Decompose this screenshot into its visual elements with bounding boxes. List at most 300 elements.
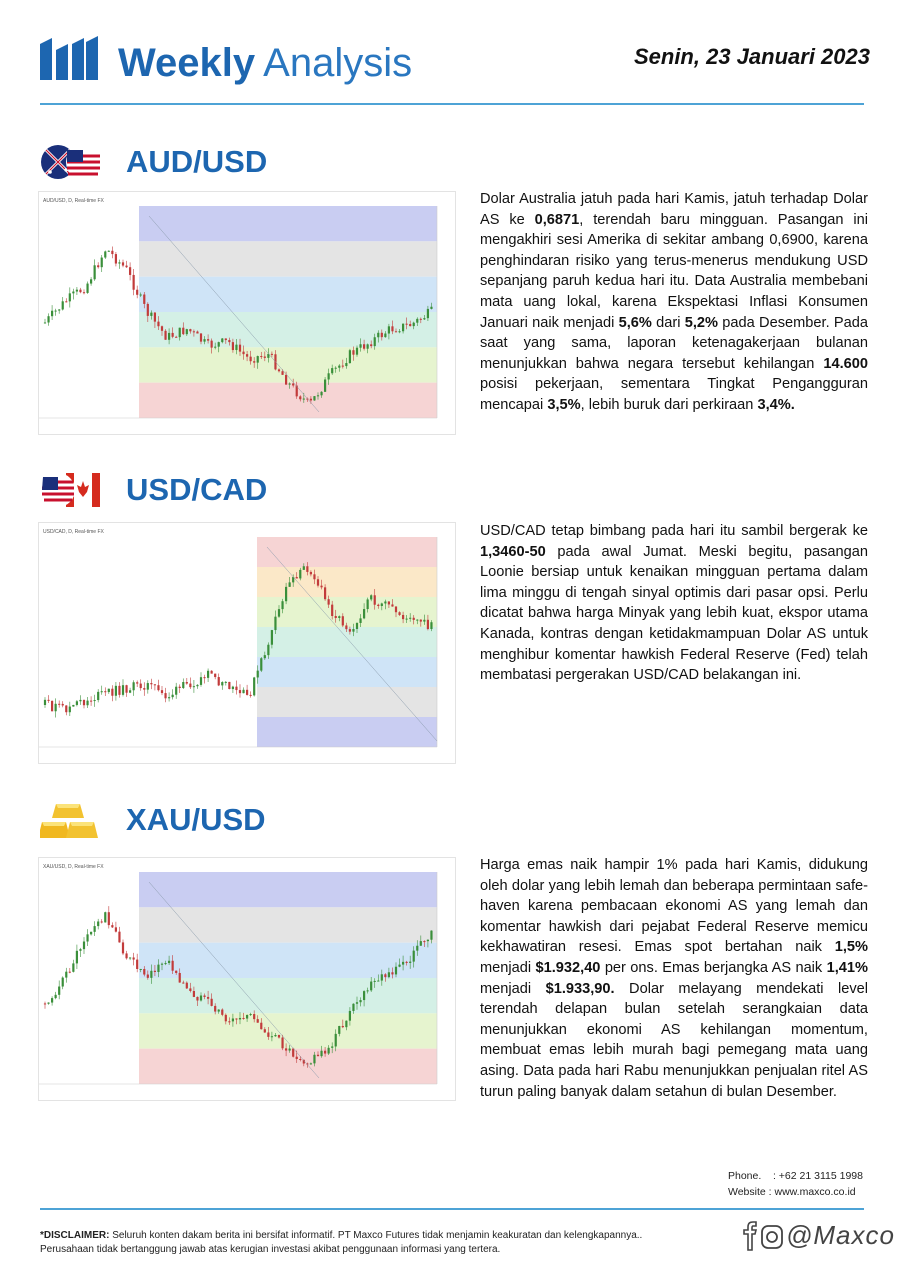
- candle-body: [72, 292, 74, 294]
- candle-body: [313, 396, 315, 400]
- pair-title: USD/CAD: [126, 472, 268, 507]
- candle-body: [335, 368, 337, 369]
- candle-body: [47, 316, 49, 322]
- fib-level-band: [257, 687, 437, 717]
- fib-level-band: [139, 206, 437, 241]
- text-run: , lebih buruk dari perkiraan: [580, 396, 758, 413]
- fib-level-band: [139, 872, 437, 907]
- fib-level-band: [139, 907, 437, 942]
- candle-body: [246, 690, 248, 695]
- candle-body: [189, 329, 191, 331]
- candle-body: [218, 342, 220, 347]
- candle-body: [381, 603, 383, 606]
- candle-body: [335, 616, 337, 618]
- candle-body: [157, 965, 159, 972]
- candle-body: [62, 301, 64, 309]
- candle-body: [406, 962, 408, 963]
- text-run: pada awal Jumat. Meski begitu, pasangan Loonie bersiap untuk kenaikan mingguan pertama dalam lima minggu di tengah sinyal optimis dari pasar opsi. Perlu dicatat bahwa harga Minyak yang lebih kuat, ekspor utama Kanada, kontras dengan ketidakmampuan Dolar AS untuk menghibur komentar hawkish Federal Reserve (Fed) telah membatasi pergerakan USD/CAD belakangan ini.: [480, 543, 868, 684]
- candle-body: [331, 605, 333, 616]
- candle-body: [101, 258, 103, 268]
- candle-body: [83, 292, 85, 293]
- text-run: per ons. Emas berjangka AS naik: [600, 959, 827, 976]
- social-footer: [734, 1218, 904, 1254]
- candle-body: [140, 684, 142, 688]
- candle-body: [150, 971, 152, 978]
- candle-body: [115, 254, 117, 263]
- candle-body: [356, 623, 358, 629]
- candle-body: [413, 951, 415, 962]
- candle-body: [118, 262, 120, 263]
- candle-body: [374, 981, 376, 982]
- candle-body: [363, 344, 365, 348]
- candle-body: [90, 932, 92, 934]
- candle-body: [104, 251, 106, 257]
- candle-body: [345, 1021, 347, 1027]
- candle-body: [398, 612, 400, 615]
- candle-body: [129, 267, 131, 275]
- candle-body: [250, 357, 252, 362]
- candle-body: [370, 595, 372, 599]
- candle-body: [83, 942, 85, 950]
- highlight-value: 5,2%: [684, 314, 719, 331]
- candle-body: [260, 1023, 262, 1030]
- candle-body: [299, 396, 301, 399]
- candle-body: [94, 265, 96, 279]
- highlight-value: 3,4%.: [757, 396, 795, 413]
- candle-body: [391, 972, 393, 974]
- candle-body: [391, 604, 393, 606]
- facebook-icon[interactable]: [734, 1220, 784, 1254]
- candle-body: [150, 313, 152, 316]
- candle-body: [377, 605, 379, 606]
- analysis-text-xauusd: [480, 855, 868, 1102]
- candle-body: [242, 1018, 244, 1019]
- highlight-value: 3,5%: [547, 396, 581, 413]
- candle-body: [154, 971, 156, 972]
- candle-body: [296, 1057, 298, 1059]
- candle-body: [200, 677, 202, 685]
- candle-body: [232, 1019, 234, 1022]
- candle-body: [398, 965, 400, 967]
- candle-body: [58, 987, 60, 995]
- fib-level-band: [257, 717, 437, 747]
- candle-body: [214, 347, 216, 348]
- candle-body: [420, 620, 422, 622]
- candle-body: [352, 350, 354, 354]
- text-run: dari: [651, 314, 685, 331]
- candle-body: [189, 988, 191, 991]
- candle-body: [352, 1004, 354, 1011]
- candle-body: [274, 617, 276, 630]
- candle-body: [182, 682, 184, 688]
- candle-body: [129, 690, 131, 692]
- candle-body: [423, 941, 425, 942]
- candle-body: [221, 1010, 223, 1015]
- candle-body: [427, 940, 429, 941]
- candle-body: [317, 579, 319, 585]
- candle-body: [207, 339, 209, 341]
- candle-body: [143, 295, 145, 304]
- candle-body: [55, 311, 57, 312]
- candle-body: [150, 683, 152, 684]
- candle-body: [328, 599, 330, 604]
- candle-body: [260, 356, 262, 357]
- candle-body: [147, 304, 149, 316]
- candle-body: [420, 941, 422, 946]
- candle-body: [363, 609, 365, 618]
- candle-body: [47, 1003, 49, 1004]
- chart-symbol-label: AUD/USD, D, Real-time FX: [43, 198, 104, 204]
- candle-body: [79, 290, 81, 293]
- candle-body: [129, 957, 131, 958]
- candle-body: [161, 964, 163, 965]
- candle-body: [328, 373, 330, 379]
- candle-body: [228, 340, 230, 342]
- candle-body: [359, 344, 361, 347]
- candle-body: [235, 1019, 237, 1020]
- candle-body: [278, 609, 280, 617]
- candle-body: [267, 645, 269, 655]
- candle-body: [232, 342, 234, 350]
- candle-body: [264, 655, 266, 658]
- candle-body: [381, 333, 383, 337]
- candle-body: [289, 1049, 291, 1051]
- candle-body: [420, 319, 422, 320]
- candle-body: [186, 983, 188, 989]
- candle-body: [164, 963, 166, 964]
- candle-body: [413, 618, 415, 620]
- candle-body: [349, 629, 351, 631]
- candle-body: [413, 323, 415, 326]
- candle-body: [55, 995, 57, 998]
- candle-body: [349, 1011, 351, 1021]
- candle-body: [313, 574, 315, 579]
- candle-body: [395, 331, 397, 332]
- contact-info: [728, 1168, 863, 1200]
- candle-body: [242, 690, 244, 693]
- candle-body: [65, 705, 67, 712]
- candle-body: [264, 1029, 266, 1032]
- candle-body: [101, 691, 103, 692]
- candle-body: [193, 991, 195, 997]
- candle-body: [221, 338, 223, 342]
- candle-body: [306, 566, 308, 572]
- candle-body: [97, 921, 99, 926]
- fib-level-band: [257, 597, 437, 627]
- candle-body: [285, 375, 287, 385]
- candle-body: [324, 379, 326, 391]
- candle-body: [246, 354, 248, 357]
- candle-body: [161, 690, 163, 693]
- candle-body: [147, 975, 149, 978]
- candle-body: [388, 972, 390, 977]
- candle-body: [58, 704, 60, 705]
- candle-body: [161, 326, 163, 331]
- candle-body: [111, 251, 113, 254]
- candle-body: [278, 369, 280, 371]
- candle-body: [55, 704, 57, 711]
- candle-body: [168, 961, 170, 963]
- candle-body: [402, 324, 404, 332]
- candle-body: [172, 695, 174, 697]
- candle-body: [175, 971, 177, 973]
- highlight-value: 0,6871: [534, 211, 580, 228]
- candle-body: [51, 311, 53, 316]
- candle-body: [90, 279, 92, 283]
- text-run: menjadi: [480, 980, 546, 997]
- chart-canvas: [39, 523, 455, 763]
- candle-body: [289, 383, 291, 384]
- candle-body: [179, 687, 181, 688]
- candle-body: [359, 618, 361, 623]
- candle-body: [182, 983, 184, 984]
- candle-body: [406, 324, 408, 325]
- candle-body: [391, 326, 393, 331]
- pair-title: XAU/USD: [126, 802, 266, 837]
- candle-body: [317, 395, 319, 396]
- candle-body: [423, 620, 425, 622]
- candle-body: [338, 616, 340, 618]
- candle-body: [363, 991, 365, 1000]
- pair-title: AUD/USD: [126, 144, 268, 179]
- candle-body: [179, 328, 181, 337]
- candle-body: [218, 677, 220, 685]
- candle-body: [175, 687, 177, 695]
- candle-body: [133, 957, 135, 959]
- candle-body: [143, 969, 145, 975]
- candle-body: [352, 629, 354, 632]
- candle-body: [211, 999, 213, 1006]
- candle-body: [69, 293, 71, 301]
- candle-body: [86, 284, 88, 293]
- phone-label: Phone.: [728, 1170, 762, 1182]
- candle-body: [409, 324, 411, 326]
- candle-body: [246, 1015, 248, 1019]
- price-chart-xauusd: [38, 857, 456, 1101]
- candle-body: [331, 1046, 333, 1047]
- candle-body: [221, 682, 223, 685]
- instagram-icon: [762, 1226, 782, 1248]
- candle-body: [299, 570, 301, 579]
- candle-body: [136, 682, 138, 683]
- candle-body: [136, 290, 138, 295]
- header-divider: [40, 103, 864, 105]
- candle-body: [186, 329, 188, 334]
- fib-level-band: [139, 347, 437, 382]
- candle-body: [76, 290, 78, 292]
- candle-body: [172, 333, 174, 337]
- candle-body: [292, 383, 294, 385]
- candle-body: [427, 620, 429, 629]
- page-title: [118, 38, 412, 88]
- candle-body: [281, 371, 283, 375]
- candle-body: [271, 1036, 273, 1037]
- candle-body: [65, 972, 67, 978]
- candle-body: [225, 682, 227, 683]
- candle-body: [196, 685, 198, 686]
- highlight-value: 5,6%: [618, 314, 652, 331]
- candle-body: [168, 697, 170, 698]
- candle-body: [111, 925, 113, 927]
- candle-body: [367, 344, 369, 348]
- candle-body: [225, 1015, 227, 1021]
- candle-body: [108, 251, 110, 252]
- candle-body: [381, 974, 383, 980]
- fib-level-band: [257, 567, 437, 597]
- candle-body: [430, 931, 432, 940]
- phone-number: : +62 21 3115 1998: [772, 1170, 863, 1182]
- candle-body: [367, 599, 369, 609]
- candle-body: [133, 275, 135, 290]
- candle-body: [90, 701, 92, 702]
- candle-body: [207, 997, 209, 999]
- candle-body: [377, 333, 379, 337]
- candle-body: [370, 344, 372, 346]
- candle-body: [271, 630, 273, 645]
- candle-body: [214, 674, 216, 677]
- candle-body: [250, 1014, 252, 1015]
- candle-body: [72, 963, 74, 971]
- fib-level-band: [257, 627, 437, 657]
- candle-body: [235, 345, 237, 350]
- candle-body: [331, 368, 333, 373]
- social-handle[interactable]: @Maxco: [786, 1220, 895, 1250]
- candle-body: [313, 1055, 315, 1064]
- candle-body: [281, 601, 283, 609]
- candle-body: [200, 334, 202, 342]
- candle-body: [122, 262, 124, 265]
- chart-canvas: [39, 192, 455, 434]
- candle-body: [125, 685, 127, 693]
- candle-body: [69, 972, 71, 973]
- disclaimer: [40, 1229, 730, 1257]
- candle-body: [122, 942, 124, 953]
- candle-body: [69, 707, 71, 713]
- candle-body: [384, 601, 386, 603]
- candle-body: [338, 1026, 340, 1034]
- candle-body: [409, 962, 411, 963]
- candle-body: [285, 587, 287, 601]
- candle-body: [65, 301, 67, 302]
- candle-body: [349, 350, 351, 363]
- candle-body: [101, 921, 103, 922]
- chart-symbol-label: XAU/USD, D, Real-time FX: [43, 864, 104, 870]
- candle-body: [44, 700, 46, 705]
- candle-body: [200, 996, 202, 1001]
- price-chart-audusd: [38, 191, 456, 435]
- candle-body: [58, 309, 60, 310]
- candle-body: [242, 352, 244, 355]
- candle-body: [278, 1035, 280, 1038]
- candle-body: [175, 337, 177, 338]
- page-header: [40, 34, 870, 94]
- candle-body: [430, 622, 432, 629]
- candle-body: [377, 981, 379, 982]
- candle-body: [172, 961, 174, 971]
- analysis-text-audusd: [480, 189, 868, 416]
- candle-body: [345, 625, 347, 629]
- candle-body: [320, 1051, 322, 1056]
- fib-level-band: [139, 1049, 437, 1084]
- candle-body: [203, 339, 205, 342]
- candle-body: [267, 1032, 269, 1036]
- candle-body: [271, 354, 273, 355]
- candle-body: [125, 266, 127, 268]
- candle-body: [86, 934, 88, 941]
- analysis-text-usdcad: [480, 521, 868, 686]
- candle-body: [211, 341, 213, 348]
- highlight-value: $1.933,90.: [545, 980, 615, 997]
- candle-body: [232, 687, 234, 689]
- candle-body: [157, 685, 159, 690]
- candle-body: [370, 982, 372, 991]
- candle-body: [388, 326, 390, 333]
- candle-body: [83, 700, 85, 705]
- highlight-value: $1.932,40: [535, 959, 601, 976]
- candle-body: [239, 1018, 241, 1019]
- disclaimer-label: *DISCLAIMER:: [40, 1230, 110, 1241]
- candle-body: [122, 685, 124, 695]
- text-run: Dolar Australia jatuh pada hari Kamis, jatuh terhadap Dolar AS ke: [480, 191, 868, 228]
- title-light: Analysis: [263, 41, 413, 85]
- candle-body: [143, 688, 145, 690]
- chart-symbol-label: USD/CAD, D, Real-time FX: [43, 529, 104, 535]
- highlight-value: 1,41%: [826, 959, 868, 976]
- candle-body: [253, 1014, 255, 1019]
- candle-body: [189, 684, 191, 688]
- candle-body: [310, 1063, 312, 1064]
- candle-body: [356, 348, 358, 355]
- candle-body: [86, 701, 88, 706]
- candle-body: [47, 700, 49, 701]
- candle-body: [235, 687, 237, 690]
- footer-divider: [40, 1208, 864, 1210]
- candle-body: [203, 996, 205, 997]
- candle-body: [260, 658, 262, 670]
- candle-body: [257, 1019, 259, 1023]
- candle-body: [97, 265, 99, 267]
- candle-body: [374, 337, 376, 346]
- candle-body: [395, 967, 397, 975]
- candle-body: [342, 616, 344, 625]
- text-run: posisi pekerjaan, sementara Tingkat Pengangguran mencapai: [480, 376, 868, 413]
- text-run: pada Desember. Pada saat yang sama, laporan ketenagakerjaan bulanan menunjukkan bahwa negara tersebut kehilangan: [480, 314, 868, 372]
- candle-body: [196, 997, 198, 1001]
- candle-body: [147, 683, 149, 690]
- candle-body: [416, 319, 418, 323]
- candle-body: [257, 671, 259, 678]
- candle-body: [108, 689, 110, 692]
- candle-body: [356, 1002, 358, 1004]
- highlight-value: 1,5%: [834, 939, 868, 956]
- candle-body: [97, 692, 99, 700]
- disclaimer-line-1: Seluruh konten dakam berita ini bersifat informatif. PT Maxco Futures tidak menjamin keakuratan dan kelengkapannya..: [109, 1230, 643, 1241]
- highlight-value: 1,3460-50: [480, 543, 546, 560]
- candle-body: [133, 682, 135, 690]
- candle-body: [44, 322, 46, 323]
- title-bold: Weekly: [118, 41, 256, 85]
- candle-body: [398, 331, 400, 332]
- candle-body: [324, 1051, 326, 1054]
- candle-body: [211, 671, 213, 674]
- candle-body: [299, 1059, 301, 1060]
- candle-body: [320, 586, 322, 588]
- website-url[interactable]: : www.maxco.co.id: [768, 1186, 856, 1198]
- candle-body: [416, 946, 418, 951]
- candle-body: [193, 686, 195, 687]
- candle-body: [310, 399, 312, 401]
- fib-level-band: [257, 657, 437, 687]
